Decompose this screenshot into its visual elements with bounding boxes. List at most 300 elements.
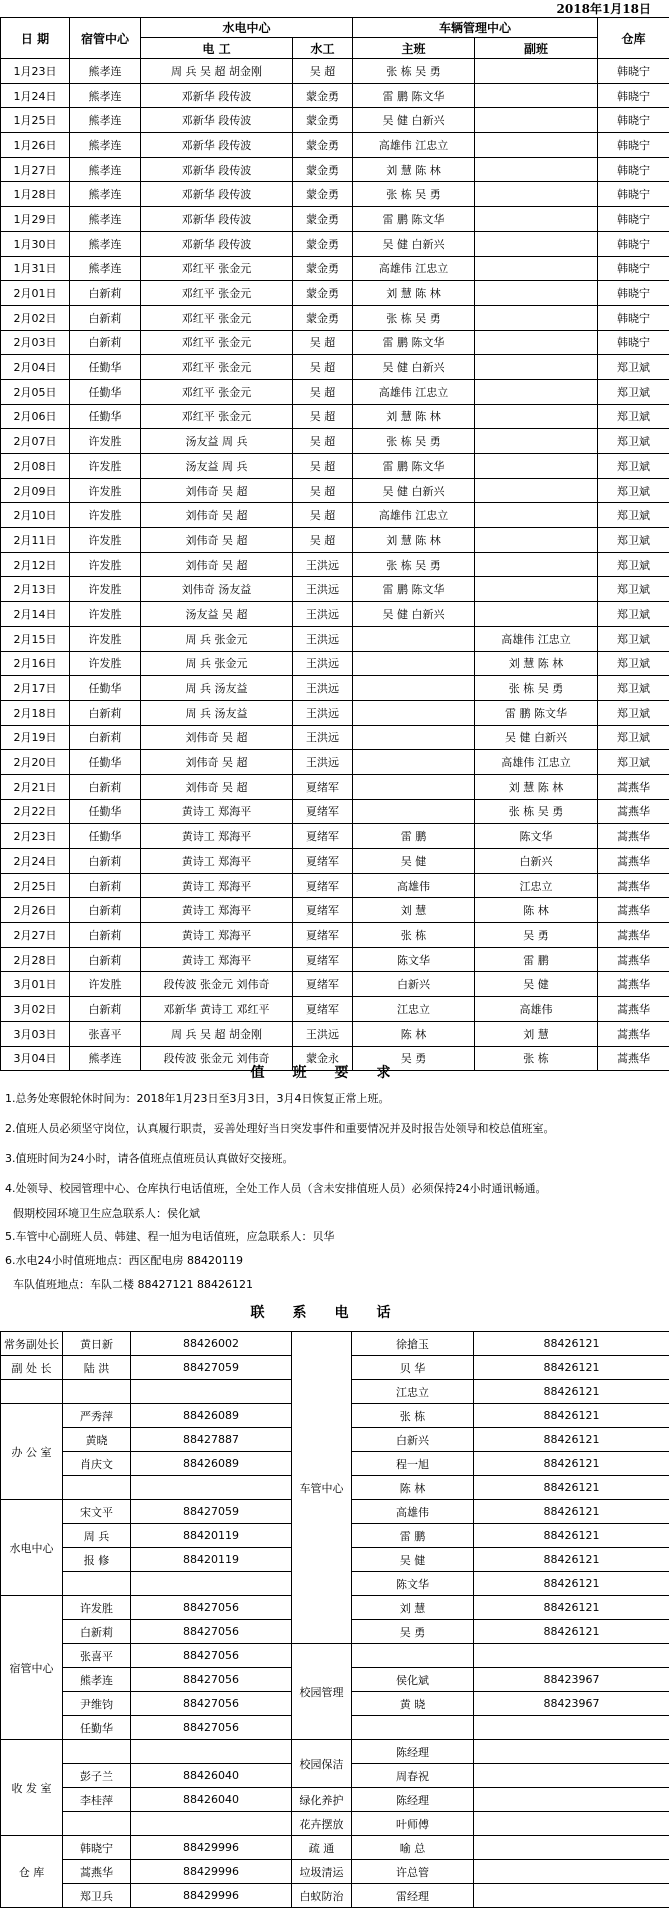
contact-name: 陈经理 [352,1740,474,1764]
row-date: 2月09日 [1,478,70,503]
schedule-row [1,108,669,133]
contact-name: 黄日新 [63,1332,131,1356]
row-dorm: 白新莉 [70,774,141,799]
row-main-shift: 张 栋 吴 勇 [353,305,475,330]
row-main-shift: 雷 鹏 陈文华 [353,577,475,602]
row-plumber: 王洪远 [293,577,353,602]
schedule-row [1,750,669,775]
row-electrician: 周 兵 汤友益 [141,700,293,725]
contact-name: 报 修 [63,1548,131,1572]
row-deputy-shift: 张 栋 [475,1046,598,1071]
contact-name: 陈文华 [352,1572,474,1596]
row-dorm: 任勤华 [70,799,141,824]
contact-name [352,1716,474,1740]
contact-phone: 88426121 [474,1476,669,1500]
row-main-shift: 刘 慧 陈 林 [353,528,475,553]
contact-department: 疏 通 [292,1836,352,1860]
requirement-line: 2.值班人员必须坚守岗位，认真履行职责，妥善处理好当日突发事件和重要情况并及时报告处领导和校总值班室。 [5,1120,555,1136]
row-main-shift: 吴 健 [353,849,475,874]
row-deputy-shift: 刘 慧 [475,1021,598,1046]
row-deputy-shift [475,552,598,577]
contact-name: 周春祝 [352,1764,474,1788]
row-date: 2月07日 [1,429,70,454]
row-main-shift: 张 栋 吴 勇 [353,182,475,207]
contact-name: 吴 勇 [352,1620,474,1644]
contact-name: 陈经理 [352,1788,474,1812]
row-main-shift [353,700,475,725]
schedule-row [1,256,669,281]
contact-name: 周 兵 [63,1524,131,1548]
contact-phone: 88426121 [474,1452,669,1476]
contact-department [1,1380,63,1404]
contact-phone: 88429996 [131,1860,292,1884]
row-electrician: 刘伟奇 吴 超 [141,552,293,577]
row-warehouse: 郑卫斌 [598,676,669,701]
row-date: 1月28日 [1,182,70,207]
contact-phone: 88427056 [131,1596,292,1620]
contact-phone: 88427059 [131,1500,292,1524]
row-dorm: 许发胜 [70,651,141,676]
header-dorm: 宿管中心 [70,18,141,59]
row-dorm: 任勤华 [70,404,141,429]
schedule-row [1,83,669,108]
schedule-row [1,1021,669,1046]
contact-phone [474,1764,669,1788]
row-date: 2月13日 [1,577,70,602]
row-warehouse: 蒿燕华 [598,997,669,1022]
row-date: 3月03日 [1,1021,70,1046]
row-dorm: 许发胜 [70,602,141,627]
row-electrician: 黄诗工 郑海平 [141,824,293,849]
contact-phone [474,1788,669,1812]
row-deputy-shift: 张 栋 吴 勇 [475,676,598,701]
row-date: 2月02日 [1,305,70,330]
row-plumber: 王洪远 [293,750,353,775]
row-dorm: 熊孝连 [70,182,141,207]
row-warehouse: 蒿燕华 [598,799,669,824]
contact-name: 白新兴 [352,1428,474,1452]
row-dorm: 许发胜 [70,972,141,997]
row-deputy-shift: 白新兴 [475,849,598,874]
row-plumber: 夏绪军 [293,824,353,849]
contact-row [1,1788,669,1812]
row-date: 1月25日 [1,108,70,133]
header-plumber: 水工 [293,38,353,59]
row-warehouse: 蒿燕华 [598,898,669,923]
duty-schedule-table [0,17,669,1071]
row-main-shift: 陈 林 [353,1021,475,1046]
schedule-row [1,503,669,528]
row-electrician: 刘伟奇 吴 超 [141,503,293,528]
row-main-shift: 吴 健 白新兴 [353,108,475,133]
row-warehouse: 蒿燕华 [598,873,669,898]
row-deputy-shift [475,503,598,528]
row-plumber: 夏绪军 [293,997,353,1022]
contact-phone: 88426121 [474,1572,669,1596]
row-electrician: 邓新华 段传波 [141,133,293,158]
row-warehouse: 郑卫斌 [598,725,669,750]
row-plumber: 蒙金勇 [293,83,353,108]
row-deputy-shift [475,256,598,281]
row-warehouse: 韩晓宁 [598,108,669,133]
contact-name: 黄 晓 [352,1692,474,1716]
row-main-shift: 雷 鹏 陈文华 [353,330,475,355]
row-electrician: 刘伟奇 汤友益 [141,577,293,602]
contact-phone: 88427056 [131,1692,292,1716]
row-date: 2月10日 [1,503,70,528]
row-main-shift: 刘 慧 陈 林 [353,157,475,182]
contact-phone: 88426089 [131,1452,292,1476]
row-warehouse: 韩晓宁 [598,330,669,355]
header-water-elec: 水电中心 [141,18,353,38]
contact-phone: 88420119 [131,1524,292,1548]
contact-department: 校园管理 [292,1644,352,1740]
row-date: 2月27日 [1,923,70,948]
requirement-line: 3.值班时间为24小时，请各值班点值班员认真做好交接班。 [5,1150,294,1166]
row-date: 1月23日 [1,59,70,84]
contact-department: 收 发 室 [1,1740,63,1836]
row-dorm: 熊孝连 [70,1046,141,1071]
row-main-shift: 高雄伟 江忠立 [353,379,475,404]
contact-phone: 88426121 [474,1356,669,1380]
row-dorm: 白新莉 [70,923,141,948]
row-warehouse: 蒿燕华 [598,947,669,972]
contact-phone: 88426040 [131,1764,292,1788]
row-date: 2月22日 [1,799,70,824]
row-electrician: 邓新华 段传波 [141,157,293,182]
schedule-row [1,997,669,1022]
row-warehouse: 韩晓宁 [598,83,669,108]
contact-name [63,1812,131,1836]
row-plumber: 吴 超 [293,478,353,503]
row-deputy-shift [475,59,598,84]
row-plumber: 吴 超 [293,330,353,355]
row-dorm: 张喜平 [70,1021,141,1046]
requirement-line: 6.水电24小时值班地点：西区配电房 88420119 [5,1252,243,1268]
contact-phone: 88429996 [131,1836,292,1860]
contact-name: 韩晓宁 [63,1836,131,1860]
row-dorm: 白新莉 [70,947,141,972]
row-date: 2月04日 [1,355,70,380]
row-deputy-shift [475,429,598,454]
schedule-row [1,231,669,256]
contact-phone [131,1380,292,1404]
row-electrician: 刘伟奇 吴 超 [141,750,293,775]
row-electrician: 黄诗工 郑海平 [141,799,293,824]
contact-department: 花卉摆放 [292,1812,352,1836]
contact-name: 熊孝连 [63,1668,131,1692]
contact-phone: 88427056 [131,1644,292,1668]
row-dorm: 许发胜 [70,552,141,577]
row-date: 2月26日 [1,898,70,923]
header-vehicle: 车辆管理中心 [353,18,598,38]
row-dorm: 熊孝连 [70,59,141,84]
row-electrician: 邓红平 张金元 [141,355,293,380]
contact-name: 陆 洪 [63,1356,131,1380]
schedule-row [1,972,669,997]
schedule-row [1,207,669,232]
contact-phone: 88427056 [131,1620,292,1644]
row-dorm: 熊孝连 [70,108,141,133]
row-main-shift [353,651,475,676]
contact-phone: 88426121 [474,1500,669,1524]
row-warehouse: 韩晓宁 [598,59,669,84]
row-electrician: 邓新华 黄诗工 邓红平 [141,997,293,1022]
contact-name: 李桂萍 [63,1788,131,1812]
row-electrician: 汤友益 周 兵 [141,429,293,454]
row-main-shift: 吴 健 白新兴 [353,355,475,380]
row-electrician: 段传波 张金元 刘伟奇 [141,1046,293,1071]
row-dorm: 白新莉 [70,873,141,898]
row-main-shift: 刘 慧 陈 林 [353,281,475,306]
row-plumber: 王洪远 [293,725,353,750]
row-date: 1月31日 [1,256,70,281]
schedule-row [1,898,669,923]
schedule-row [1,404,669,429]
row-warehouse: 韩晓宁 [598,305,669,330]
row-electrician: 周 兵 汤友益 [141,676,293,701]
row-electrician: 邓红平 张金元 [141,404,293,429]
contact-department: 车管中心 [292,1332,352,1644]
schedule-row [1,133,669,158]
contact-name: 白新莉 [63,1620,131,1644]
row-plumber: 王洪远 [293,651,353,676]
row-warehouse: 郑卫斌 [598,700,669,725]
row-plumber: 王洪远 [293,676,353,701]
contact-phone: 88426121 [474,1404,669,1428]
row-electrician: 刘伟奇 吴 超 [141,774,293,799]
row-main-shift: 吴 健 白新兴 [353,231,475,256]
row-electrician: 周 兵 张金元 [141,626,293,651]
row-warehouse: 韩晓宁 [598,133,669,158]
schedule-row [1,602,669,627]
row-warehouse: 韩晓宁 [598,281,669,306]
row-deputy-shift [475,577,598,602]
row-deputy-shift [475,355,598,380]
contact-name: 许发胜 [63,1596,131,1620]
row-plumber: 夏绪军 [293,799,353,824]
row-dorm: 任勤华 [70,379,141,404]
row-date: 2月25日 [1,873,70,898]
row-date: 2月08日 [1,454,70,479]
contact-phone [474,1644,669,1668]
contact-row [1,1860,669,1884]
schedule-row [1,305,669,330]
row-plumber: 蒙金勇 [293,256,353,281]
row-electrician: 刘伟奇 吴 超 [141,725,293,750]
row-plumber: 吴 超 [293,379,353,404]
row-dorm: 熊孝连 [70,157,141,182]
row-main-shift [353,626,475,651]
row-warehouse: 郑卫斌 [598,602,669,627]
row-dorm: 任勤华 [70,676,141,701]
row-date: 2月01日 [1,281,70,306]
row-main-shift: 雷 鹏 陈文华 [353,83,475,108]
row-electrician: 邓红平 张金元 [141,305,293,330]
row-deputy-shift [475,305,598,330]
row-electrician: 邓红平 张金元 [141,256,293,281]
row-main-shift: 陈文华 [353,947,475,972]
row-main-shift: 吴 健 白新兴 [353,602,475,627]
contact-phone [131,1812,292,1836]
schedule-row [1,947,669,972]
row-dorm: 熊孝连 [70,231,141,256]
row-warehouse: 韩晓宁 [598,256,669,281]
row-electrician: 周 兵 张金元 [141,651,293,676]
row-warehouse: 蒿燕华 [598,849,669,874]
row-warehouse: 韩晓宁 [598,231,669,256]
row-main-shift [353,725,475,750]
contact-phone: 88426121 [474,1428,669,1452]
row-date: 1月24日 [1,83,70,108]
row-electrician: 周 兵 吴 超 胡金刚 [141,59,293,84]
contact-name: 宋文平 [63,1500,131,1524]
row-warehouse: 郑卫斌 [598,429,669,454]
row-warehouse: 蒿燕华 [598,1046,669,1071]
schedule-row [1,478,669,503]
contact-phone [474,1716,669,1740]
row-date: 2月20日 [1,750,70,775]
contact-row [1,1836,669,1860]
contact-department: 校园保洁 [292,1740,352,1788]
schedule-row [1,454,669,479]
row-plumber: 蒙金勇 [293,305,353,330]
contact-phone: 88426089 [131,1404,292,1428]
row-warehouse: 韩晓宁 [598,182,669,207]
row-date: 3月01日 [1,972,70,997]
row-main-shift: 张 栋 吴 勇 [353,59,475,84]
row-deputy-shift [475,528,598,553]
contact-name: 雷经理 [352,1884,474,1908]
row-warehouse: 蒿燕华 [598,1021,669,1046]
contact-name: 贝 华 [352,1356,474,1380]
row-date: 1月27日 [1,157,70,182]
row-deputy-shift: 雷 鹏 陈文华 [475,700,598,725]
contact-row [1,1740,669,1764]
contact-phone: 88427059 [131,1356,292,1380]
row-date: 2月17日 [1,676,70,701]
row-main-shift: 吴 健 白新兴 [353,478,475,503]
schedule-row [1,59,669,84]
row-dorm: 许发胜 [70,503,141,528]
row-warehouse: 郑卫斌 [598,577,669,602]
row-dorm: 白新莉 [70,281,141,306]
contact-phone: 88427056 [131,1668,292,1692]
contact-name: 雷 鹏 [352,1524,474,1548]
schedule-row [1,528,669,553]
row-main-shift: 高雄伟 江忠立 [353,133,475,158]
row-electrician: 邓红平 张金元 [141,379,293,404]
row-main-shift [353,676,475,701]
schedule-row [1,923,669,948]
row-deputy-shift: 陈 林 [475,898,598,923]
row-deputy-shift: 高雄伟 江忠立 [475,750,598,775]
contact-name: 尹维钧 [63,1692,131,1716]
row-date: 2月21日 [1,774,70,799]
schedule-row [1,774,669,799]
row-date: 2月24日 [1,849,70,874]
row-electrician: 汤友益 周 兵 [141,454,293,479]
contact-department: 白蚁防治 [292,1884,352,1908]
row-plumber: 夏绪军 [293,947,353,972]
contact-phone [131,1572,292,1596]
document-date: 2018年1月18日 [557,0,651,17]
row-dorm: 任勤华 [70,824,141,849]
row-dorm: 白新莉 [70,700,141,725]
contact-department: 宿管中心 [1,1596,63,1740]
row-deputy-shift: 陈文华 [475,824,598,849]
row-main-shift: 雷 鹏 陈文华 [353,207,475,232]
row-dorm: 许发胜 [70,429,141,454]
header-deputy-shift: 副班 [475,38,598,59]
contact-row [1,1812,669,1836]
row-deputy-shift [475,454,598,479]
row-plumber: 夏绪军 [293,898,353,923]
row-dorm: 许发胜 [70,528,141,553]
row-warehouse: 韩晓宁 [598,157,669,182]
contact-name: 叶师傅 [352,1812,474,1836]
row-date: 2月18日 [1,700,70,725]
contact-department: 水电中心 [1,1500,63,1596]
row-plumber: 吴 超 [293,404,353,429]
row-dorm: 白新莉 [70,305,141,330]
row-plumber: 蒙金勇 [293,231,353,256]
row-main-shift: 高雄伟 江忠立 [353,503,475,528]
contact-name: 张喜平 [63,1644,131,1668]
row-warehouse: 蒿燕华 [598,923,669,948]
row-dorm: 白新莉 [70,330,141,355]
schedule-row [1,651,669,676]
contact-phone: 88429996 [131,1884,292,1908]
row-main-shift: 刘 慧 [353,898,475,923]
row-dorm: 许发胜 [70,454,141,479]
schedule-row [1,577,669,602]
row-warehouse: 蒿燕华 [598,774,669,799]
contact-name: 许总管 [352,1860,474,1884]
row-warehouse: 郑卫斌 [598,626,669,651]
row-deputy-shift [475,330,598,355]
row-date: 1月26日 [1,133,70,158]
contact-name: 程一旭 [352,1452,474,1476]
row-warehouse: 郑卫斌 [598,379,669,404]
row-date: 2月12日 [1,552,70,577]
row-warehouse: 蒿燕华 [598,824,669,849]
row-deputy-shift [475,133,598,158]
contact-phone [474,1884,669,1908]
row-electrician: 黄诗工 郑海平 [141,947,293,972]
row-main-shift: 高雄伟 江忠立 [353,256,475,281]
header-warehouse: 仓库 [598,18,669,59]
row-deputy-shift [475,404,598,429]
row-electrician: 汤友益 吴 超 [141,602,293,627]
row-dorm: 许发胜 [70,626,141,651]
row-warehouse: 郑卫斌 [598,404,669,429]
row-electrician: 邓新华 段传波 [141,182,293,207]
row-dorm: 任勤华 [70,750,141,775]
header-electrician: 电 工 [141,38,293,59]
row-date: 3月04日 [1,1046,70,1071]
row-date: 1月29日 [1,207,70,232]
contact-name: 陈 林 [352,1476,474,1500]
row-plumber: 蒙金勇 [293,281,353,306]
schedule-row [1,799,669,824]
row-main-shift [353,774,475,799]
schedule-row [1,157,669,182]
row-electrician: 黄诗工 郑海平 [141,923,293,948]
contact-name: 侯化斌 [352,1668,474,1692]
contact-name: 任勤华 [63,1716,131,1740]
contact-name: 肖庆文 [63,1452,131,1476]
